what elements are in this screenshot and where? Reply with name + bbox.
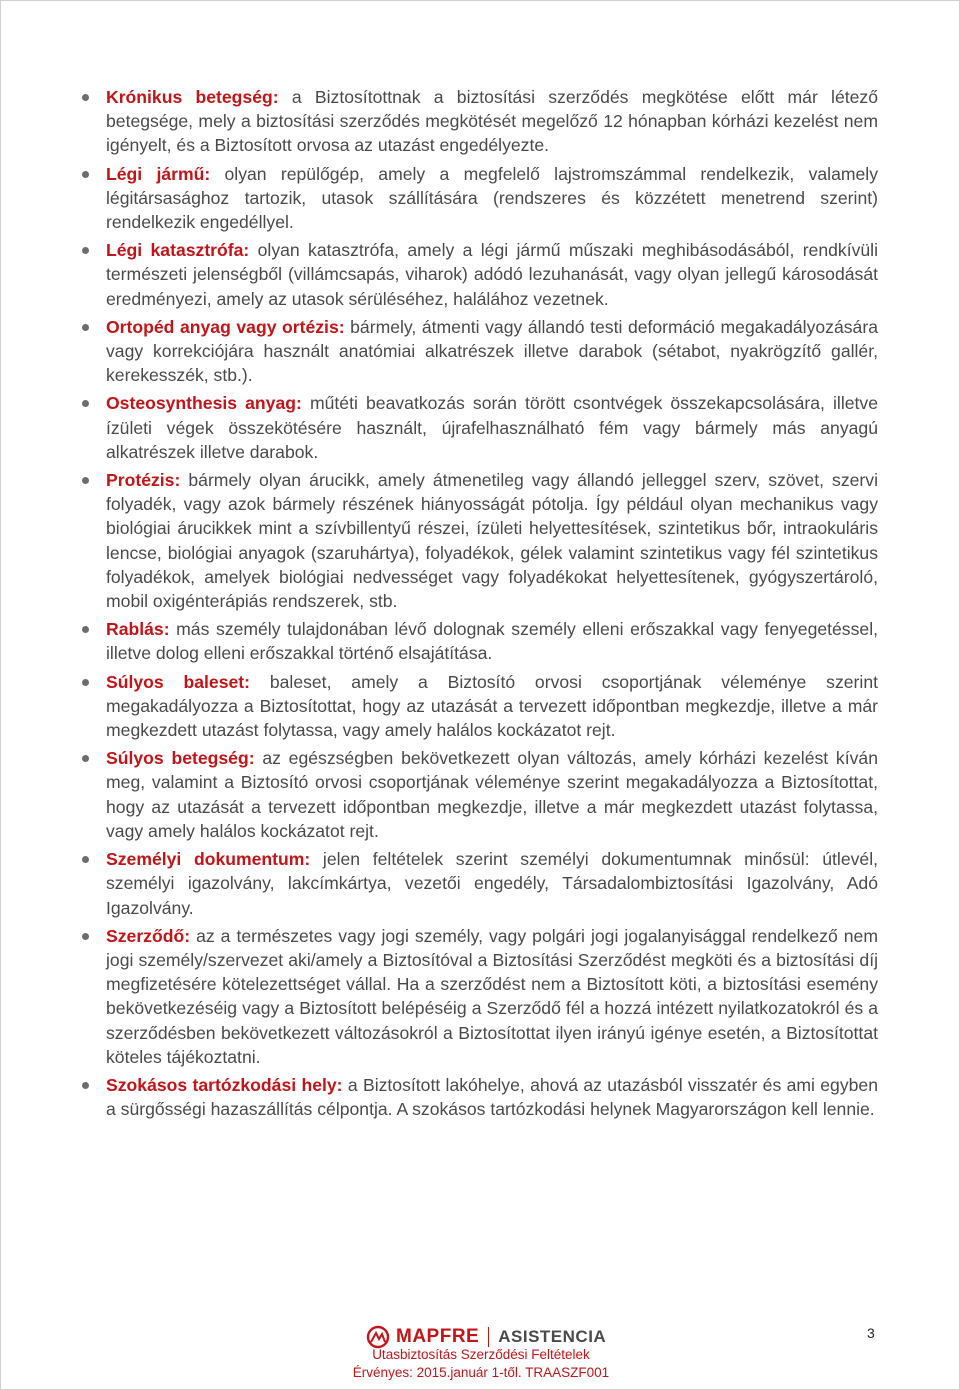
definition-term: Súlyos baleset: bbox=[106, 671, 251, 692]
definitions-list bbox=[80, 85, 878, 1125]
bullet-icon bbox=[82, 171, 89, 178]
definition-item bbox=[80, 746, 878, 843]
definition-text: műtéti beavatkozás során törött csontvégek összekapcsolására, illetve ízületi végek összekötésére használt, újrafelhasználható fém vagy bármely más anyagú alkatrészek illetve darabok. bbox=[106, 393, 878, 462]
definition-text: a Biztosítottnak a biztosítási szerződés megkötése előtt már létező betegsége, mely a biztosítási szerződés megkötését megelőző 12 hónapban kórházi kezelést nem igényelt, és a Biztosított orvosa az utazást engedélyezte. bbox=[106, 87, 878, 156]
mapfre-logo-icon bbox=[366, 1325, 390, 1349]
definition-item bbox=[80, 1073, 878, 1121]
definition-term: Légi jármű: bbox=[106, 163, 211, 184]
definition-item bbox=[80, 162, 878, 235]
bullet-icon bbox=[82, 755, 89, 762]
bullet-icon bbox=[82, 477, 89, 484]
definition-item bbox=[80, 85, 878, 158]
definition-item bbox=[80, 670, 878, 743]
definition-text: bármely, átmenti vagy állandó testi deformáció megakadályozására vagy korrekciójára használt anatómiai alkatrészek illetve darabok (sétabot, nyakrögzítő gallér, kerekesszék, stb.). bbox=[106, 316, 878, 386]
definition-item bbox=[80, 617, 878, 665]
definition-text: olyan katasztrófa, amely a légi jármű műszaki meghibásodásából, rendkívüli természeti jelenségből (villámcsapás, viharok) adódó lezuhanását, vagy olyan jellegű károsodását eredményezi, amely az utasok sérüléséhez, halálához vezetnek. bbox=[106, 240, 878, 309]
definition-term: Személyi dokumentum: bbox=[106, 849, 311, 870]
bullet-icon bbox=[82, 400, 89, 407]
definition-term: Osteosynthesis anyag: bbox=[106, 393, 302, 414]
definition-term: Szerződő: bbox=[106, 925, 191, 946]
brand-subname: ASISTENCIA bbox=[498, 1327, 607, 1346]
page-number: 3 bbox=[867, 1325, 875, 1341]
definition-text: jelen feltételek szerint személyi dokumentumnak minősül: útlevél, személyi igazolvány, lakcímkártya, vezetői engedély, Társadalombiztosítási Igazolvány, Adó Igazolvány. bbox=[106, 849, 878, 918]
definition-text: bármely olyan árucikk, amely átmenetileg vagy állandó jelleggel szerv, szövet, szervi folyadék, vagy azok bármely részének hiányosságát pótolja. Így például olyan mechanikus vagy biológiai árucikkek mint a szívbillentyű részei, ízületi helyettesítések, szintetikus bőr, intraokuláris lencse, biológiai anyagok (szaruhártya), folyadékok, gélek valamint szintetikus vagy fél szintetikus folyadékok, amelyek biológiai nedvességet vagy folyadékokat helyettesítenek, gyógyszertároló, mobil oxigénterápiás rendszerek, stb. bbox=[106, 470, 878, 612]
definition-term: Szokásos tartózkodási hely: bbox=[106, 1074, 343, 1095]
definition-item bbox=[80, 391, 878, 464]
bullet-icon bbox=[82, 247, 89, 254]
definition-term: Ortopéd anyag vagy ortézis: bbox=[106, 316, 345, 337]
bullet-icon bbox=[82, 94, 89, 101]
bullet-icon bbox=[82, 324, 89, 331]
definition-term: Súlyos betegség: bbox=[106, 748, 255, 769]
definition-item bbox=[80, 238, 878, 311]
definition-text: az a természetes vagy jogi személy, vagy polgári jogi jogalanyisággal rendelkező nem jogi személy/szervezet aki/amely a Biztosítóval a Biztosítási Szerződést megköti és a biztosítási díj megfizetésére kötelezettséget vállal. Ha a szerződést nem a Biztosított köti, a biztosítási esemény bekövetkezéséig vagy a Biztosított belépéséig a Szerződő fél a hozzá intézett nyilatkozatokról és a szerződésben bekövetkezett változásokról a Biztosítottat ilyen irányú igénye esetén, a Biztosítottat köteles tájékoztatni. bbox=[106, 925, 878, 1067]
definition-text: olyan repülőgép, amely a megfelelő lajstromszámmal rendelkezik, valamely légitársasághoz tartozik, utasok szállítására (rendszeres és közzétett menetrend szerint) rendelkezik engedéllyel. bbox=[106, 163, 879, 233]
definition-text: a Biztosított lakóhelye, ahová az utazásból visszatér és ami egyben a sürgősségi hazaszállítás célpontja. A szokásos tartózkodási helynek Magyarországon kell lennie. bbox=[106, 1074, 878, 1120]
bullet-icon bbox=[82, 856, 89, 863]
definition-text: az egészségben bekövetkezett olyan változás, amely kórházi kezelést kíván meg, valamint a Biztosító orvosi csoportjának véleménye szerint megakadályozza a Biztosítottat, hogy az utazását a tervezett időpontban megkezdje, illetve a már megkezdett utazást folytassa, vagy amely halálos kockázatot rejt. bbox=[106, 748, 878, 841]
definition-term: Rablás: bbox=[106, 619, 170, 640]
definition-item bbox=[80, 315, 878, 388]
bullet-icon bbox=[82, 933, 89, 940]
footer-validity: Érvényes: 2015.január 1-től. TRAASZF001 bbox=[352, 1365, 610, 1380]
bullet-icon bbox=[82, 1082, 89, 1089]
definition-item bbox=[80, 924, 878, 1069]
definition-term: Protézis: bbox=[106, 470, 181, 491]
definition-text: más személy tulajdonában lévő dolognak személy elleni erőszakkal vagy fenyegetéssel, illetve dolog elleni erőszakkal történő elsajátítása. bbox=[106, 619, 878, 664]
bullet-icon bbox=[82, 679, 89, 686]
brand-name: MAPFRE bbox=[396, 1326, 480, 1347]
definition-term: Krónikus betegség: bbox=[106, 87, 279, 107]
footer-document-title: Utasbiztosítás Szerződési Feltételek bbox=[372, 1347, 590, 1362]
bullet-icon bbox=[82, 626, 89, 633]
definition-item bbox=[80, 847, 878, 920]
definition-item bbox=[80, 468, 878, 613]
brand-divider bbox=[488, 1327, 489, 1347]
definition-text: baleset, amely a Biztosító orvosi csoportjának véleménye szerint megakadályozza a Biztosítottat, hogy az utazását a tervezett időpontban megkezdje, illetve a már megkezdett utazást folytassa, vagy amely halálos kockázatot rejt. bbox=[106, 671, 878, 741]
definition-term: Légi katasztrófa: bbox=[106, 240, 250, 261]
